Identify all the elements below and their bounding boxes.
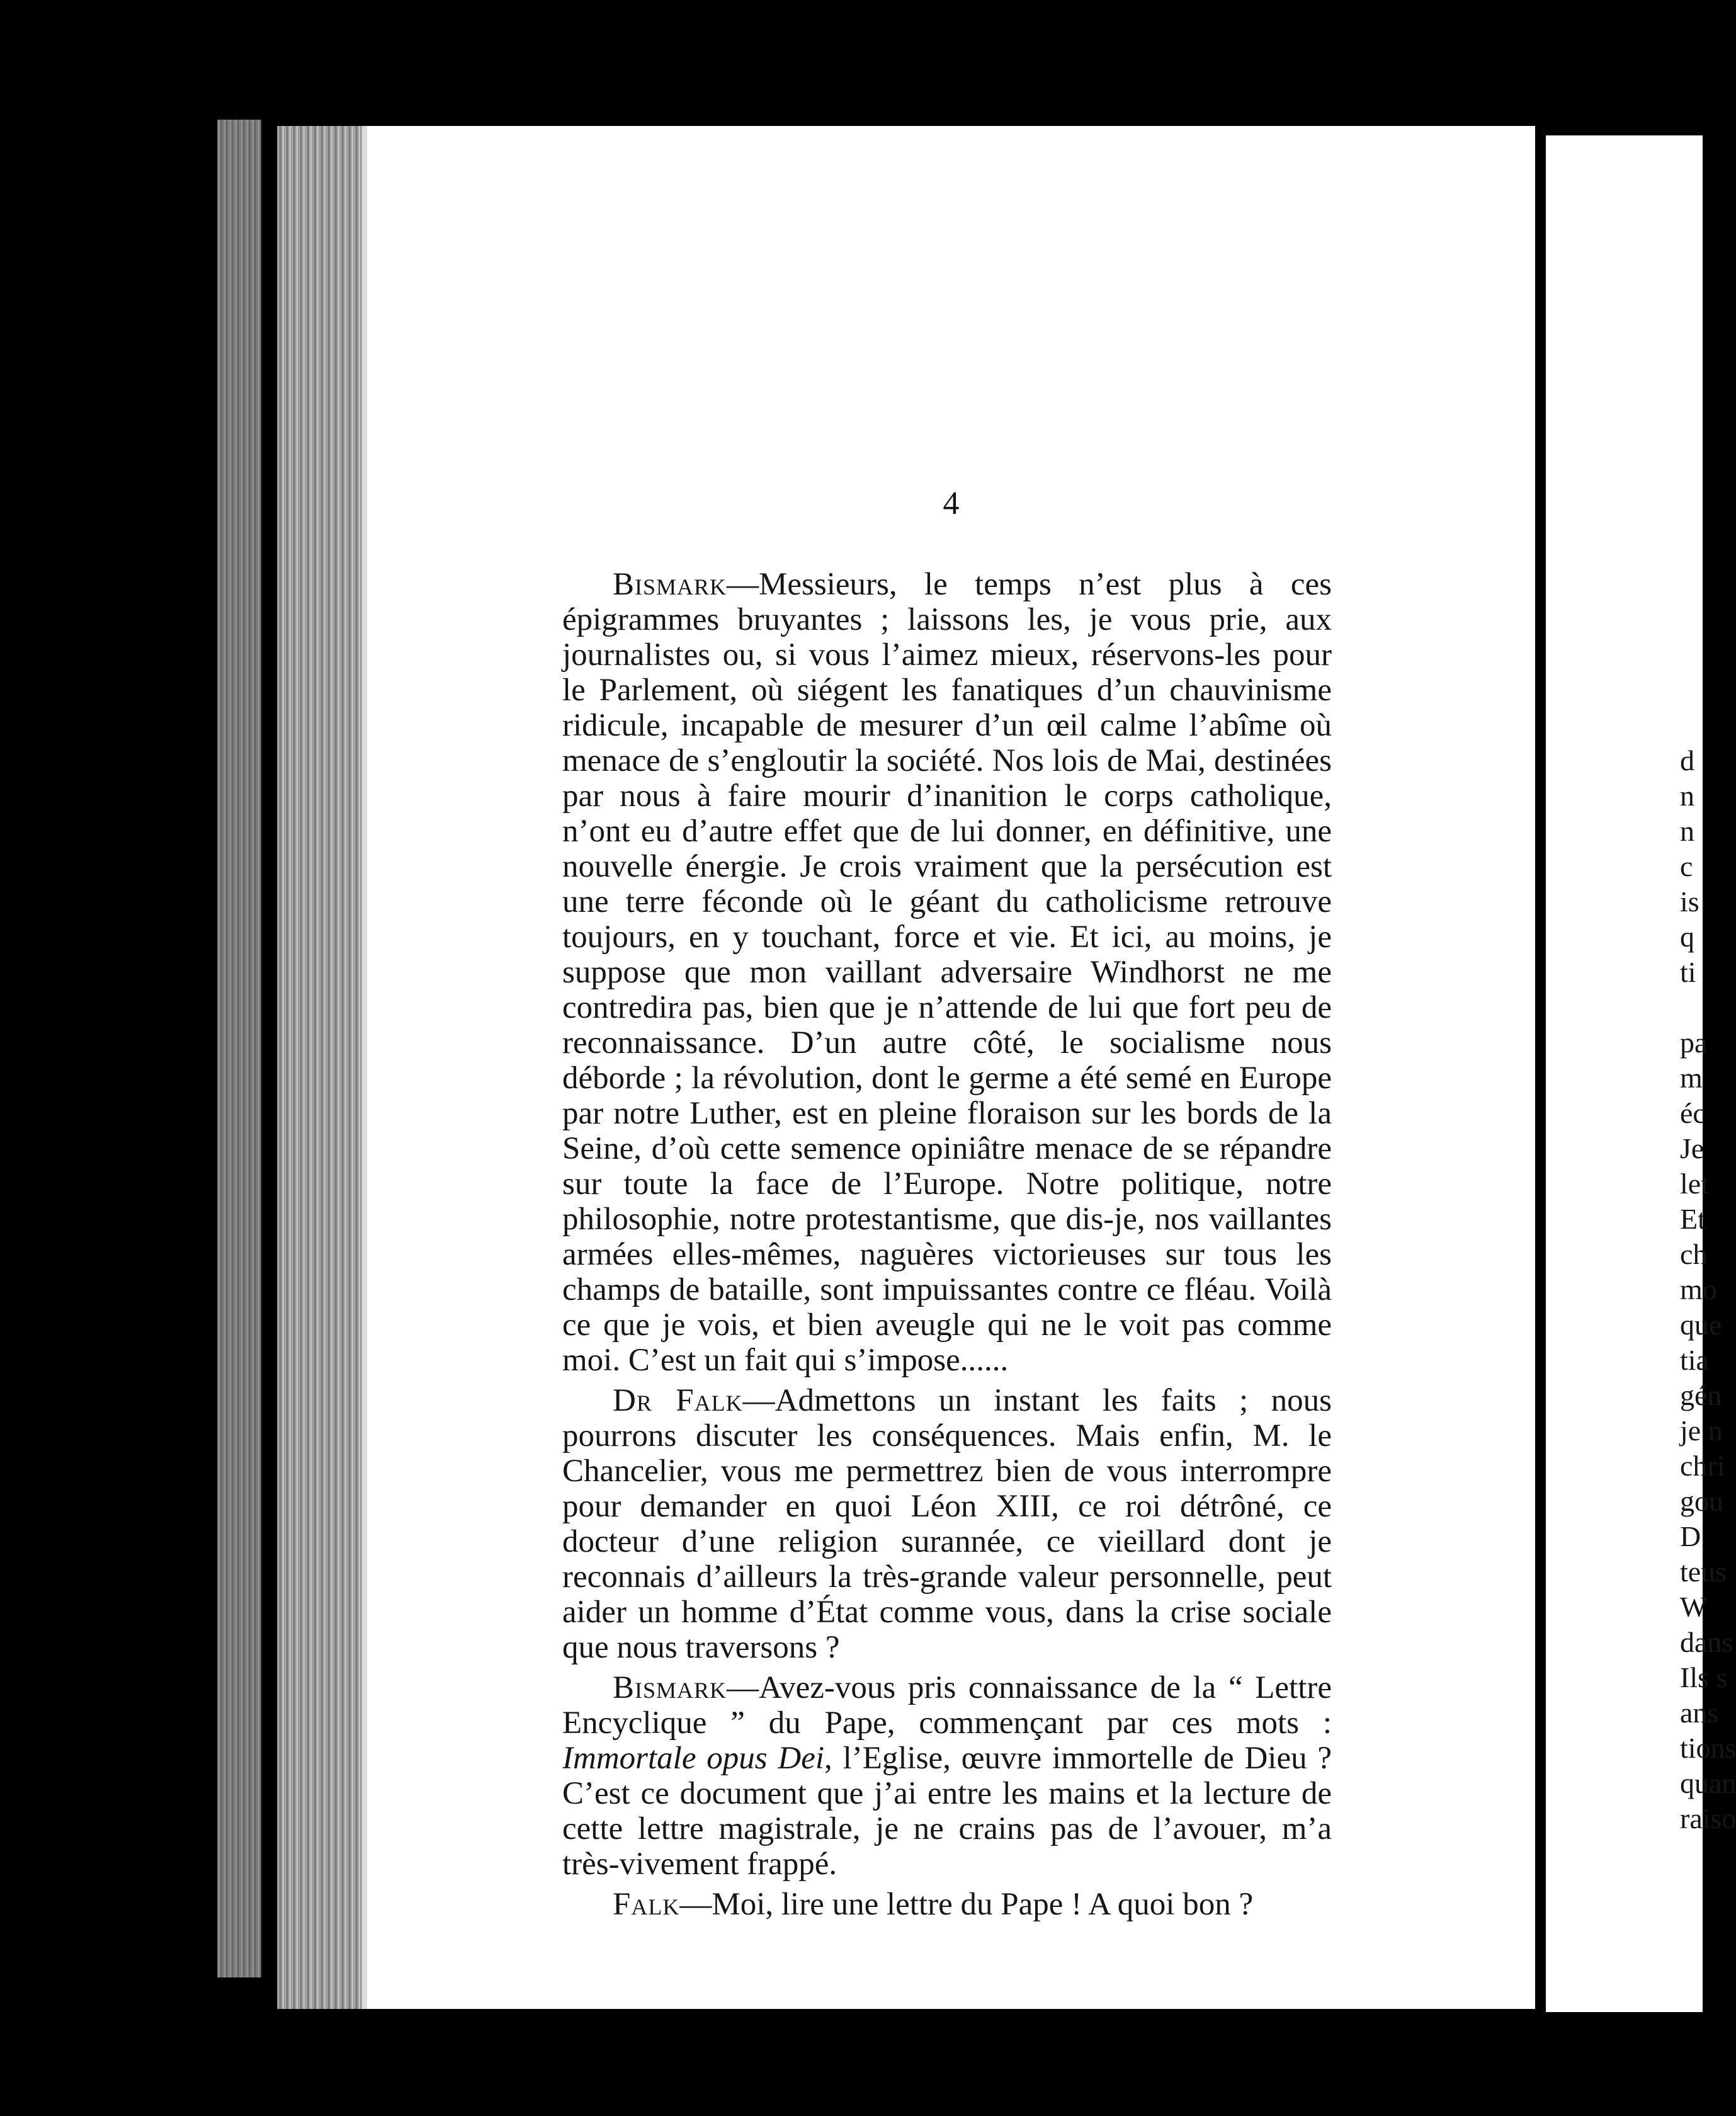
facing-page-line: D xyxy=(1680,1520,1701,1552)
facing-page-line: let xyxy=(1680,1168,1709,1200)
book-page xyxy=(367,126,1535,2009)
paragraph-text: —Admettons un instant les faits ; nous pourrons discuter les conséquences. Mais enfin, M. le Chancelier, vous me permettrez bien de vous interrompre pour demander en quoi Léon XIII, ce roi détrôné, ce docteur d’une religion surannée, ce vieillard dont je reconnais d’ailleurs la très-grande valeur personnelle, peut aider un homme d’État comme vous, dans la crise sociale que nous traversons ? xyxy=(562,1383,1332,1665)
facing-page-line: ch xyxy=(1680,1238,1708,1270)
facing-page-line: n xyxy=(1680,780,1694,812)
page-stack-edge-outer xyxy=(217,120,261,1977)
speaker-name: Falk xyxy=(613,1887,680,1922)
facing-page-line: Ils s xyxy=(1680,1661,1728,1693)
facing-page-line: Je xyxy=(1680,1132,1705,1164)
paragraph-text: —Moi, lire une lettre du Pape ! A quoi bon ? xyxy=(679,1887,1254,1922)
page-edge-line xyxy=(362,126,367,2009)
facing-page-line: quan xyxy=(1680,1767,1736,1799)
facing-page-line: teus xyxy=(1680,1556,1727,1588)
facing-page-line: chri xyxy=(1680,1450,1725,1482)
facing-page-line: ans xyxy=(1680,1697,1719,1729)
facing-page-line: pa xyxy=(1680,1027,1708,1059)
facing-page-line xyxy=(1680,990,1703,1025)
paragraph-text: —Messieurs, le temps n’est plus à ces épigrammes bruyantes ; laissons les, je vous prie, aux journalistes ou, si vous l’aimez mieux, réservons-les pour le Parlement, où siégent les fanatiques d’un chauvinisme ridicule, incapable de mesurer d’un œil calme l’abîme où menace de s’engloutir la société. Nos lois de Mai, destinées par nous à faire mourir d’inanition le corps catholique, n’ont eu d’autre effet que de lui donner, en définitive, une nouvelle énergie. Je crois vraiment que la persécution est une terre féconde où le géant du catholicisme retrouve toujours, en y touchant, force et vie. Et ici, au moins, je suppose que mon vaillant adversaire Windhorst ne me contredira pas, bien que je n’attende de lui que fort peu de reconnaissance. D’un autre côté, le socialisme nous déborde ; la révolution, dont le germe a été semé en Europe par notre Luther, est en pleine floraison sur les bords de la Seine, d’où cette semence opiniâtre menace de se répandre sur toute la face de l’Europe. Notre politique, notre philosophie, notre protestantisme, que dis-je, nos vaillantes armées elles-mêmes, naguères victorieuses sur tous les champs de bataille, sont impuissantes contre ce fléau. Voilà ce que je vois, et bien aveugle qui ne le voit pas comme moi. C’est un fait qui s’impose...... xyxy=(562,567,1332,1378)
facing-page-line: gén xyxy=(1680,1379,1722,1411)
paragraph-bismark-1 xyxy=(562,567,1332,1378)
paragraph-falk-2 xyxy=(562,1887,1332,1922)
paragraph-falk-1 xyxy=(562,1383,1332,1665)
facing-page-line: éc xyxy=(1680,1097,1706,1129)
facing-page-line: c xyxy=(1680,850,1693,882)
page-number: 4 xyxy=(943,486,960,521)
page-body xyxy=(562,567,1332,1927)
facing-page-line: d xyxy=(1680,744,1694,776)
facing-page-line: gou xyxy=(1680,1485,1723,1517)
facing-page-line: tions xyxy=(1680,1732,1736,1764)
speaker-name: Dr Falk xyxy=(613,1383,743,1418)
facing-page-line: m xyxy=(1680,1062,1703,1094)
page-stack-edge-inner xyxy=(277,126,365,2009)
facing-page-line: je n xyxy=(1680,1414,1723,1447)
encyclical-title: Immortale opus Dei xyxy=(562,1741,825,1776)
facing-page-line: W xyxy=(1680,1591,1708,1623)
facing-page-line: ti xyxy=(1680,956,1696,988)
speaker-name: Bismark xyxy=(613,567,727,602)
facing-page-line: is xyxy=(1680,885,1699,918)
facing-page-line: n xyxy=(1680,815,1694,847)
facing-page-line: raiso xyxy=(1680,1802,1736,1834)
facing-page-line: mo xyxy=(1680,1273,1717,1305)
facing-page-line: Et xyxy=(1680,1203,1706,1235)
speaker-name: Bismark xyxy=(613,1670,727,1705)
paragraph-bismark-2 xyxy=(562,1670,1332,1882)
facing-page-line: que xyxy=(1680,1309,1722,1341)
facing-page-line: q xyxy=(1680,921,1694,953)
facing-page-text xyxy=(1680,743,1736,1836)
paragraph-text: , l’Eglise, œuvre immortelle de Dieu ? C’est ce document que j’ai entre les mains et la lecture de cette lettre magistrale, je ne crains pas de l’avouer, m’a très-vivement frappé. xyxy=(562,1741,1332,1882)
facing-page-line: dans xyxy=(1680,1626,1733,1658)
paragraph-text: —Avez-vous pris connaissance de la “ Lettre Encyclique ” du Pape, commençant par ces mots : xyxy=(562,1670,1332,1741)
facing-page-line: tia xyxy=(1680,1344,1709,1376)
